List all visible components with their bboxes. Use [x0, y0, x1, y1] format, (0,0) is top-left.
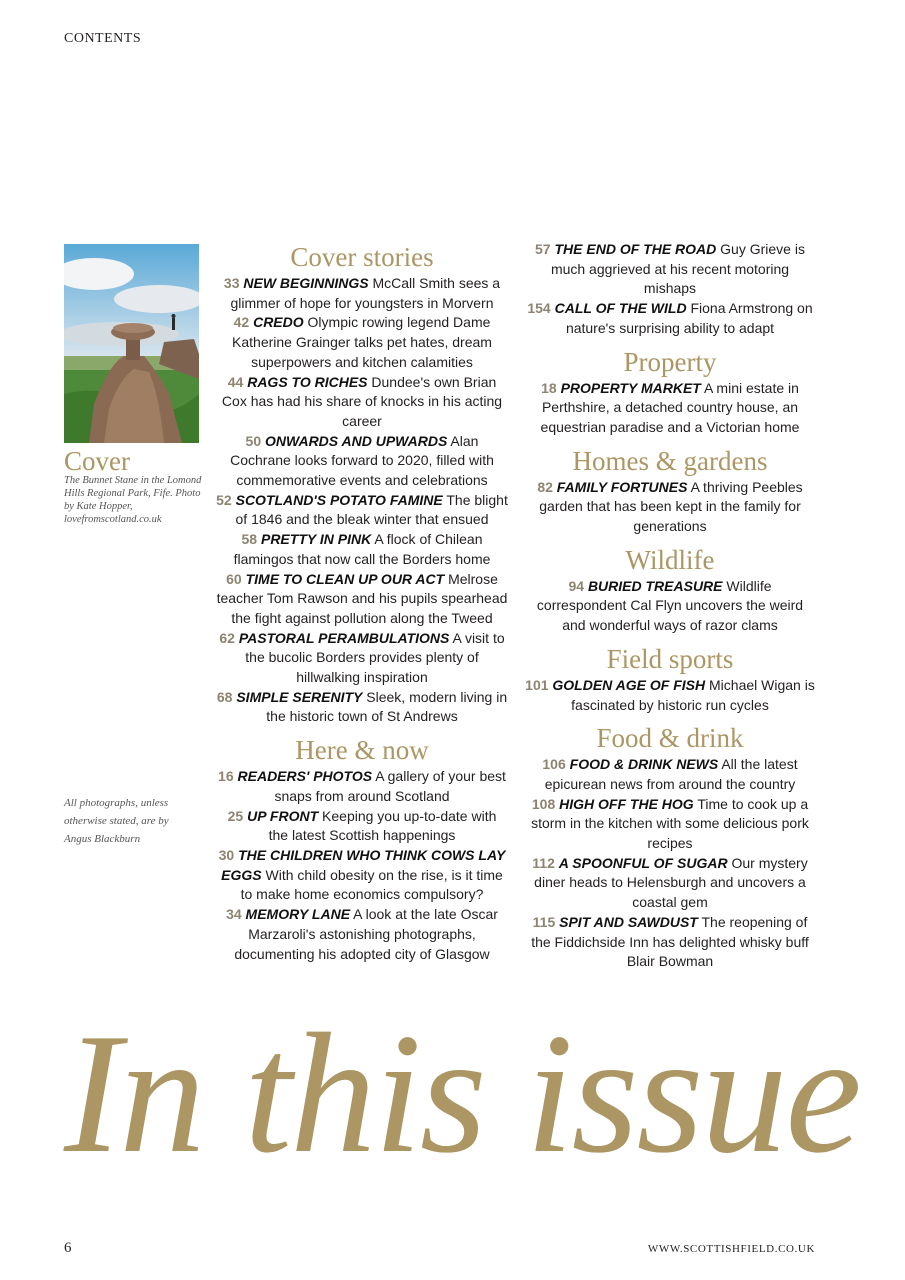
entry-description: Dundee's own Brian Cox has had his share of knocks in his acting career: [221, 373, 503, 429]
entry-title: PROPERTY MARKET: [560, 379, 701, 396]
entry-page-number: 106: [542, 756, 566, 773]
entry-description: Michael Wigan is fascinated by historic run cycles: [571, 676, 815, 713]
entry-page-number: 101: [525, 676, 549, 693]
entry-title: HIGH OFF THE HOG: [559, 795, 694, 812]
entry-page-number: 60: [226, 570, 242, 587]
food-drink-list: [524, 755, 816, 972]
entry-title: GOLDEN AGE OF FISH: [552, 676, 706, 693]
contents-entry[interactable]: [216, 570, 508, 629]
entry-page-number: 30: [218, 846, 235, 863]
entry-page-number: 18: [541, 379, 557, 396]
cover-photo: [64, 244, 199, 443]
entry-description: Time to cook up a storm in the kitchen with some delicious pork recipes: [531, 795, 809, 852]
entry-title: ONWARDS AND UPWARDS: [265, 432, 448, 449]
entry-description: The blight of 1846 and the bleak winter that ensued: [235, 491, 508, 528]
entry-description: A look at the late Oscar Marzaroli's astonishing photographs, documenting his adopted city of Glasgow: [234, 906, 498, 962]
entry-page-number: 108: [531, 795, 556, 812]
contents-column-left: [216, 238, 508, 964]
field-sports-list: [524, 676, 816, 715]
entry-page-number: 16: [218, 768, 234, 785]
contents-entry[interactable]: [216, 629, 508, 688]
section-label: CONTENTS: [64, 31, 142, 46]
contents-entry[interactable]: [524, 577, 816, 636]
entry-title: SCOTLAND'S POTATO FAMINE: [235, 491, 443, 508]
entry-page-number: 42: [233, 314, 250, 331]
cover-heading: Cover: [64, 446, 130, 476]
section-heading-cover-stories: Cover stories: [290, 242, 434, 272]
entry-title: CREDO: [253, 314, 304, 331]
entry-title: A SPOONFUL OF SUGAR: [558, 854, 728, 871]
entry-page-number: 68: [216, 688, 233, 705]
photo-credit: All photographs, unless otherwise stated, are by Angus Blackburn: [64, 797, 169, 845]
entry-description: Olympic rowing legend Dame Katherine Grainger talks pet hates, dream superpowers and kitchen calamities: [232, 314, 492, 370]
entry-title: THE END OF THE ROAD: [554, 241, 717, 257]
contents-entry[interactable]: [524, 795, 816, 854]
entry-description: Fiona Armstrong on nature's surprising ability to adapt: [565, 300, 813, 336]
contents-entry[interactable]: [524, 240, 816, 299]
entry-description: A visit to the bucolic Borders provides plenty of hillwalking inspiration: [245, 629, 505, 686]
entry-description: The reopening of the Fiddichside Inn has delighted whisky buff Blair Bowman: [531, 913, 809, 970]
entry-title: FAMILY FORTUNES: [556, 478, 688, 495]
section-heading-wildlife: Wildlife: [625, 544, 715, 575]
contents-entry[interactable]: [216, 373, 508, 432]
entry-page-number: 33: [223, 275, 240, 291]
section-heading-food-drink: Food & drink: [596, 723, 744, 754]
contents-entry[interactable]: [524, 676, 816, 715]
entry-description: Sleek, modern living in the historic town of St Andrews: [266, 688, 508, 725]
entry-page-number: 57: [535, 241, 551, 257]
contents-entry[interactable]: [216, 807, 508, 846]
entry-title: PRETTY IN PINK: [260, 531, 372, 548]
entry-title: MEMORY LANE: [245, 906, 351, 923]
contents-entry[interactable]: [216, 688, 508, 727]
entry-title: UP FRONT: [247, 807, 319, 824]
section-heading-property: Property: [623, 346, 717, 377]
entry-description: A thriving Peebles garden that has been kept in the family for generations: [539, 478, 803, 535]
contents-entry[interactable]: [524, 854, 816, 913]
entry-description: Guy Grieve is much aggrieved at his recent motoring mishaps: [550, 241, 805, 297]
section-heading-here-now: Here & now: [295, 735, 429, 766]
continued-list: [524, 240, 816, 339]
entry-title: SPIT AND SAWDUST: [559, 913, 698, 930]
entry-description: With child obesity on the rise, is it time to make home economics compulsory?: [240, 866, 503, 903]
entry-description: Our mystery diner heads to Helensburgh and uncovers a coastal gem: [534, 854, 808, 911]
entry-description: A flock of Chilean flamingos that now call the Borders home: [233, 531, 491, 567]
entry-page-number: 62: [219, 629, 235, 646]
entry-description: Wildlife correspondent Cal Flyn uncovers the weird and wonderful ways of razor clams: [536, 577, 804, 634]
entry-description: McCall Smith sees a glimmer of hope for youngsters in Morvern: [230, 275, 501, 311]
entry-description: Melrose teacher Tom Rawson and his pupils spearhead the fight against pollution along the Tweed: [216, 570, 508, 626]
contents-entry[interactable]: [216, 313, 508, 372]
entry-title: THE CHILDREN WHO THINK COWS LAY EGGS: [221, 846, 506, 883]
contents-column-right: [524, 240, 816, 972]
entry-title: PASTORAL PERAMBULATIONS: [238, 629, 450, 646]
contents-entry[interactable]: [524, 299, 816, 338]
cover-caption: The Bunnet Stane in the Lomond Hills Regional Park, Fife. Photo by Kate Hopper, lovefromscotland.co.uk: [64, 475, 202, 525]
page-number: 6: [64, 1240, 72, 1256]
contents-entry[interactable]: [216, 905, 508, 964]
contents-entry[interactable]: [216, 530, 508, 569]
entry-title: CALL OF THE WILD: [554, 300, 687, 317]
entry-page-number: 25: [227, 807, 244, 824]
entry-description: Alan Cochrane looks forward to 2020, filled with commemorative events and celebrations: [230, 432, 494, 489]
entry-page-number: 58: [241, 531, 258, 548]
website-link[interactable]: WWW.SCOTTISHFIELD.CO.UK: [647, 1243, 815, 1255]
section-heading-field-sports: Field sports: [606, 643, 734, 674]
entry-description: Keeping you up-to-date with the latest Scottish happenings: [268, 807, 497, 844]
wildlife-list: [524, 577, 816, 636]
contents-entry[interactable]: [524, 379, 816, 438]
entry-page-number: 82: [537, 478, 553, 495]
contents-entry[interactable]: [216, 846, 508, 905]
entry-page-number: 34: [226, 906, 242, 923]
entry-title: FOOD & DRINK NEWS: [569, 756, 719, 773]
entry-description: All the latest epicurean news from around the country: [544, 756, 798, 792]
entry-page-number: 115: [532, 913, 556, 930]
entry-description: A mini estate in Perthshire, a detached country house, an equestrian paradise and a Victorian home: [540, 379, 800, 435]
contents-entry[interactable]: [524, 755, 816, 794]
entry-page-number: 44: [227, 373, 244, 390]
entry-title: SIMPLE SERENITY: [236, 688, 363, 705]
contents-entry[interactable]: [524, 478, 816, 537]
entry-page-number: 50: [245, 432, 262, 449]
entry-description: A gallery of your best snaps from around Scotland: [274, 768, 506, 804]
here-now-list: [216, 767, 508, 964]
section-heading-homes-gardens: Homes & gardens: [572, 445, 768, 476]
contents-entry[interactable]: [216, 274, 508, 313]
property-list: [524, 379, 816, 438]
entry-title: BURIED TREASURE: [587, 577, 723, 594]
homes-gardens-list: [524, 478, 816, 537]
entry-title: RAGS TO RICHES: [247, 373, 368, 390]
contents-entry[interactable]: [216, 767, 508, 806]
entry-page-number: 112: [532, 854, 555, 871]
contents-entry[interactable]: [216, 432, 508, 491]
issue-title: In this issue: [64, 999, 860, 1189]
contents-entry[interactable]: [216, 491, 508, 530]
entry-title: NEW BEGINNINGS: [243, 275, 369, 291]
entry-page-number: 154: [527, 300, 551, 317]
entry-title: TIME TO CLEAN UP OUR ACT: [245, 570, 445, 587]
entry-title: READERS' PHOTOS: [237, 768, 373, 785]
entry-page-number: 52: [216, 491, 232, 508]
contents-entry[interactable]: [524, 913, 816, 972]
cover-stories-list: [216, 274, 508, 727]
entry-page-number: 94: [568, 577, 585, 594]
